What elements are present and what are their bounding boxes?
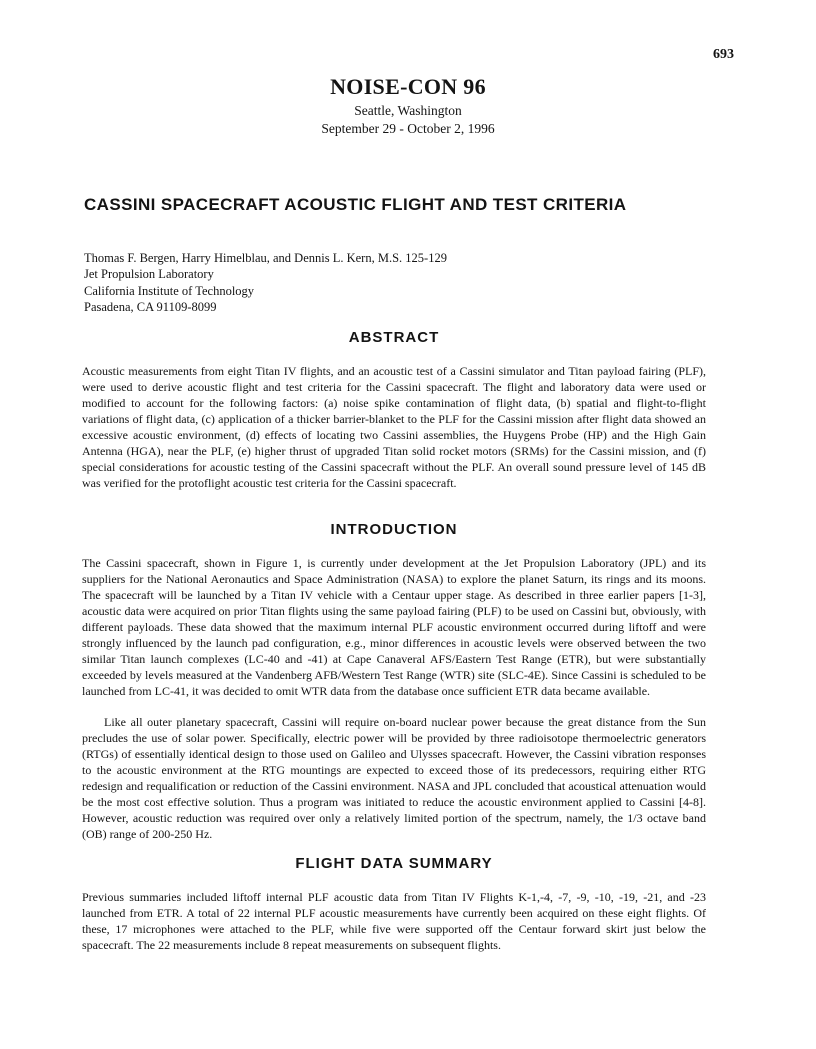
- conference-location: Seattle, Washington: [354, 103, 462, 118]
- affiliation-line: Jet Propulsion Laboratory: [84, 267, 214, 282]
- flight-data-summary-heading: FLIGHT DATA SUMMARY: [295, 855, 493, 872]
- conference-name: NOISE-CON 96: [330, 74, 486, 99]
- paper-title: CASSINI SPACECRAFT ACOUSTIC FLIGHT AND TEST CRITERIA: [84, 195, 627, 214]
- affiliation-line: California Institute of Technology: [84, 283, 255, 298]
- introduction-heading: INTRODUCTION: [330, 521, 458, 538]
- author-block: [84, 250, 644, 316]
- author-names: Thomas F. Bergen, Harry Himelblau, and Dennis L. Kern, M.S. 125-129: [84, 251, 447, 265]
- abstract-heading: ABSTRACT: [348, 329, 440, 346]
- affiliation-line: Pasadena, CA 91109-8099: [84, 300, 217, 315]
- introduction-paragraph: Like all outer planetary spacecraft, Cassini will require on-board nuclear power because the great distance from the Sun precludes the use of solar power. Specifically, electric power will be provided by three radioisotope thermoelectric generators (RTGs) of essentially identical design to those used on Galileo and Ulysses spacecraft. However, the Cassini vibration responses to the acoustic environment at the RTG mountings are expected to exceed those of its predecessors, requiring either RTG redesign and requalification or reduction of the Cassini environment. NASA and JPL concluded that acoustical attenuation would be the most cost effective solution. Thus a program was initiated to reduce the acoustic environment applied to Cassini [4-8]. However, acoustic reduction was required over only a relatively limited portion of the spectrum, namely, the 1/3 octave band (OB) range of 200-250 Hz.: [82, 715, 706, 842]
- conference-dates: September 29 - October 2, 1996: [321, 121, 495, 136]
- abstract-text: Acoustic measurements from eight Titan IV flights, and an acoustic test of a Cassini simulator and Titan payload fairing (PLF), were used to derive acoustic flight and test criteria for the Cassini spacecraft. The flight and laboratory data were used or modified to account for the following factors: (a) noise spike contamination of flight data, (b) spatial and flight-to-flight variations of flight data, (c) application of a thicker barrier-blanket to the PLF for the Cassini mission after flight data showed an excessive acoustic environment, (d) effects of locating two Cassini assemblies, the Huygens Probe (HP) and the High Gain Antenna (HGA), near the PLF, (e) higher thrust of upgraded Titan solid rocket motors (SRMs) for the Cassini mission, and (f) special considerations for acoustic testing of the Cassini spacecraft without the PLF. An overall sound pressure level of 145 dB was verified for the protoflight acoustic test criteria for the Cassini spacecraft.: [82, 364, 706, 491]
- introduction-paragraph: The Cassini spacecraft, shown in Figure 1, is currently under development at the Jet Propulsion Laboratory (JPL) and its suppliers for the National Aeronautics and Space Administration (NASA) to explore the planet Saturn, its rings and its moons. The spacecraft will be launched by a Titan IV vehicle with a Centaur upper stage. As described in three earlier papers [1-3], acoustic data were acquired on prior Titan flights using the same payload fairing (PLF) to be used on Cassini but, obviously, with different payloads. These data showed that the maximum internal PLF acoustic environment occurred during liftoff and were strongly influenced by the launch pad configuration, e.g., minor differences in acoustic levels were observed between the two similar Titan launch complexes (LC-40 and -41) at Cape Canaveral AFS/Eastern Test Range (ETR), but were substantially exceeded by levels measured at the Vandenberg AFB/Western Test Range (WTR) site (SLC-4E). Since Cassini is scheduled to be launched from LC-41, it was decided to omit WTR data from the database once sufficient ETR data became available.: [82, 556, 706, 699]
- flight-data-summary-text: Previous summaries included liftoff internal PLF acoustic data from Titan IV Flights K-1,-4, -7, -9, -10, -19, -21, and -23 launched from ETR. A total of 22 internal PLF acoustic measurements have currently been acquired on these eight flights. Of these, 17 microphones were attached to the PLF, while five were supported off the Centaur forward skirt just below the spacecraft. The 22 measurements include 8 repeat measurements on subsequent flights.: [82, 890, 706, 953]
- page-number: 693: [713, 47, 734, 62]
